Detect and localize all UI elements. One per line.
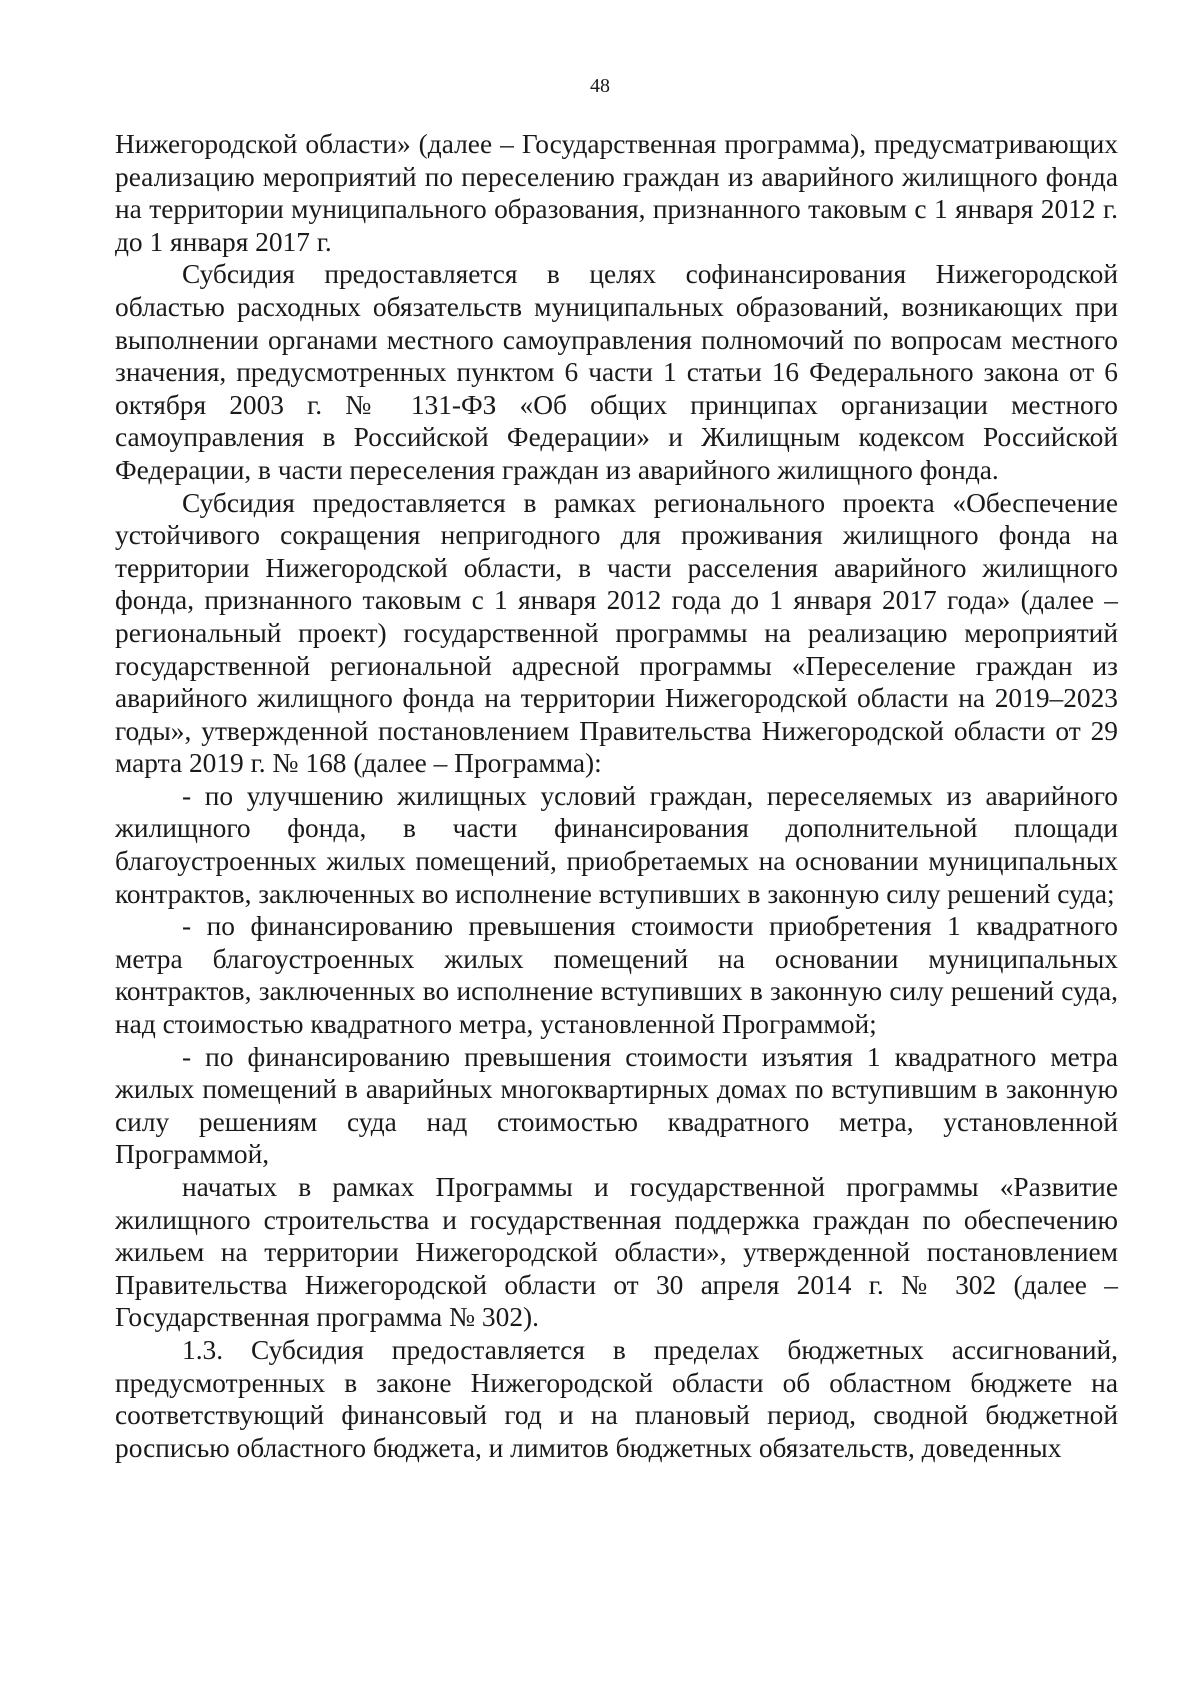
- paragraph-3: Субсидия предоставляется в рамках регионального проекта «Обеспечение устойчивого сокращения непригодного для проживания жилищного фонда на территории Нижегородской области, в части расселения аварийного жилищного фонда, признанного таковым с 1 января 2012 года до 1 января 2017 года» (далее – региональный проект) государственной программы на реализацию мероприятий государственной региональной адресной программы «Переселение граждан из аварийного жилищного фонда на территории Нижегородской области на 2019–2023 годы», утвержденной постановлением Правительства Нижегородской области от 29 марта 2019 г. № 168 (далее – Программа):: [115, 487, 1118, 779]
- paragraph-6: - по финансированию превышения стоимости изъятия 1 квадратного метра жилых помещений в аварийных многоквартирных домах по вступившим в законную силу решениям суда над стоимостью квадратного метра, установленной Программой,: [115, 1041, 1118, 1170]
- paragraph-1: Нижегородской области» (далее – Государственная программа), предусматривающих реализацию мероприятий по переселению граждан из аварийного жилищного фонда на территории муниципального образования, признанного таковым с 1 января 2012 г. до 1 января 2017 г.: [115, 129, 1118, 257]
- document-body: [115, 128, 1118, 1464]
- page-number: 48: [590, 75, 610, 97]
- paragraph-8: 1.3. Субсидия предоставляется в пределах бюджетных ассигнований, предусмотренных в законе Нижегородской области об областном бюджете на соответствующий финансовый год и на плановый период, сводной бюджетной росписью областного бюджета, и лимитов бюджетных обязательств, доведенных: [115, 1334, 1118, 1463]
- paragraph-4: - по улучшению жилищных условий граждан, переселяемых из аварийного жилищного фонда, в части финансирования дополнительной площади благоустроенных жилых помещений, приобретаемых на основании муниципальных контрактов, заключенных во исполнение вступивших в законную силу решений суда;: [115, 780, 1118, 909]
- paragraph-2: Субсидия предоставляется в целях софинансирования Нижегородской областью расходных обязательств муниципальных образований, возникающих при выполнении органами местного самоуправления полномочий по вопросам местного значения, предусмотренных пунктом 6 части 1 статьи 16 Федерального закона от 6 октября 2003 г. № 131-ФЗ «Об общих принципах организации местного самоуправления в Российской Федерации» и Жилищным кодексом Российской Федерации, в части переселения граждан из аварийного жилищного фонда.: [115, 259, 1118, 485]
- paragraph-7: начатых в рамках Программы и государственной программы «Развитие жилищного строительства и государственная поддержка граждан по обеспечению жильем на территории Нижегородской области», утвержденной постановлением Правительства Нижегородской области от 30 апреля 2014 г. № 302 (далее – Государственная программа № 302).: [115, 1172, 1118, 1333]
- paragraph-5: - по финансированию превышения стоимости приобретения 1 квадратного метра благоустроенных жилых помещений на основании муниципальных контрактов, заключенных во исполнение вступивших в законную силу решений суда, над стоимостью квадратного метра, установленной Программой;: [115, 911, 1118, 1040]
